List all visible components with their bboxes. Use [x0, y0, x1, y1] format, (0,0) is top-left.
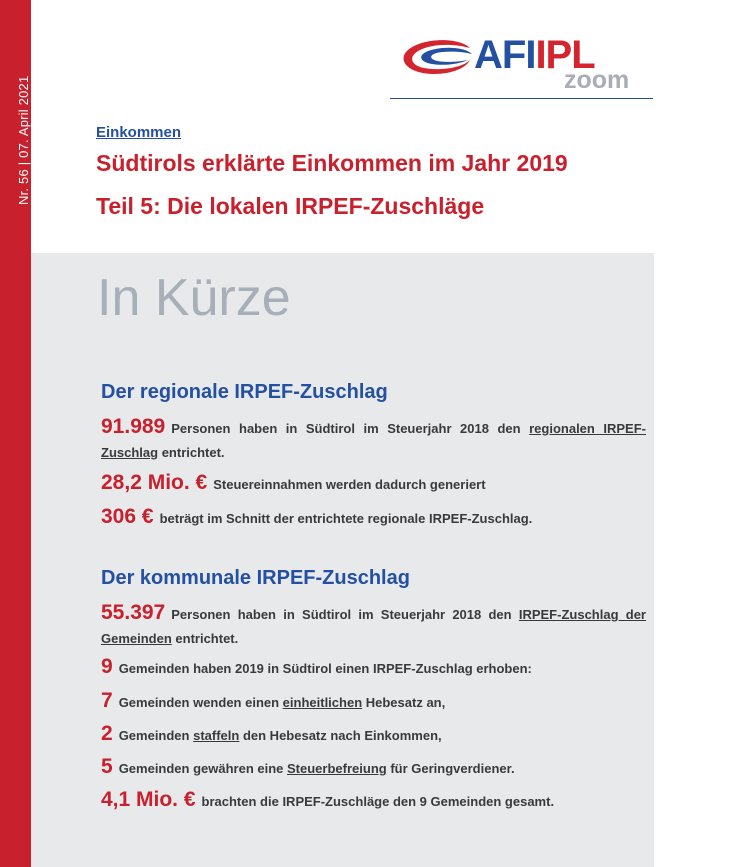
fact-number: 55.397: [101, 601, 166, 624]
summary-heading: In Kürze: [97, 269, 291, 327]
fact-communal-persons: 55.397 Personen haben in Südtirol im Steuerjahr 2018 den IRPEF-Zuschlag der Gemeinden entrichtet.: [101, 601, 646, 646]
page-title-line2: Teil 5: Die lokalen IRPEF-Zuschläge: [96, 193, 485, 219]
communal-section-heading: Der kommunale IRPEF-Zuschlag: [101, 567, 410, 589]
fact-communal-municipalities: 9 Gemeinden haben 2019 in Südtirol einen IRPEF-Zuschlag erhoben:: [101, 655, 532, 678]
fact-number: 7: [101, 689, 113, 712]
tax-exemption-link[interactable]: Steuerbefreiung: [287, 761, 387, 776]
fact-number: 28,2 Mio. €: [101, 471, 208, 494]
graduated-rate-link[interactable]: staffeln: [193, 728, 240, 743]
fact-number: 9: [101, 655, 113, 678]
logo-wordmark: AFIIPL: [474, 33, 595, 77]
fact-number: 2: [101, 722, 113, 745]
fact-number: 91.989: [101, 415, 166, 438]
fact-communal-total-revenue: 4,1 Mio. € brachten die IRPEF-Zuschläge den 9 Gemeinden gesamt.: [101, 788, 555, 811]
afi-ipl-zoom-logo: [400, 34, 650, 94]
fact-number: 306 €: [101, 505, 154, 528]
fact-communal-uniform-rate: 7 Gemeinden wenden einen einheitlichen Hebesatz an,: [101, 689, 446, 712]
logo-zoom: zoom: [564, 66, 630, 94]
uniform-rate-link[interactable]: einheitlichen: [282, 695, 363, 710]
side-bar: [0, 0, 31, 867]
fact-regional-revenue: 28,2 Mio. € Steuereinnahmen werden dadurch generiert: [101, 471, 486, 494]
page-title-line1: Südtirols erklärte Einkommen im Jahr 2019: [96, 150, 568, 176]
fact-communal-exemption: 5 Gemeinden gewähren eine Steuerbefreiung für Geringverdiener.: [101, 755, 515, 778]
fact-regional-persons: 91.989 Personen haben in Südtirol im Steuerjahr 2018 den regionalen IRPEF-Zuschlag entrichtet.: [101, 415, 646, 460]
logo-swirl-icon: [400, 38, 474, 78]
fact-regional-average: 306 € beträgt im Schnitt der entrichtete regionale IRPEF-Zuschlag.: [101, 505, 533, 528]
regional-section-heading: Der regionale IRPEF-Zuschlag: [101, 381, 388, 403]
fact-number: 5: [101, 755, 113, 778]
fact-communal-graduated-rate: 2 Gemeinden staffeln den Hebesatz nach Einkommen,: [101, 722, 442, 745]
communal-irpef-link[interactable]: IRPEF-Zuschlag der Gemeinden: [101, 607, 646, 646]
header-divider: [390, 98, 653, 99]
regional-irpef-link[interactable]: regionalen IRPEF-Zuschlag: [101, 421, 646, 460]
issue-date-label: Nr. 56 | 07. April 2021: [16, 75, 31, 205]
fact-number: 4,1 Mio. €: [101, 788, 196, 811]
category-link[interactable]: Einkommen: [96, 124, 182, 141]
